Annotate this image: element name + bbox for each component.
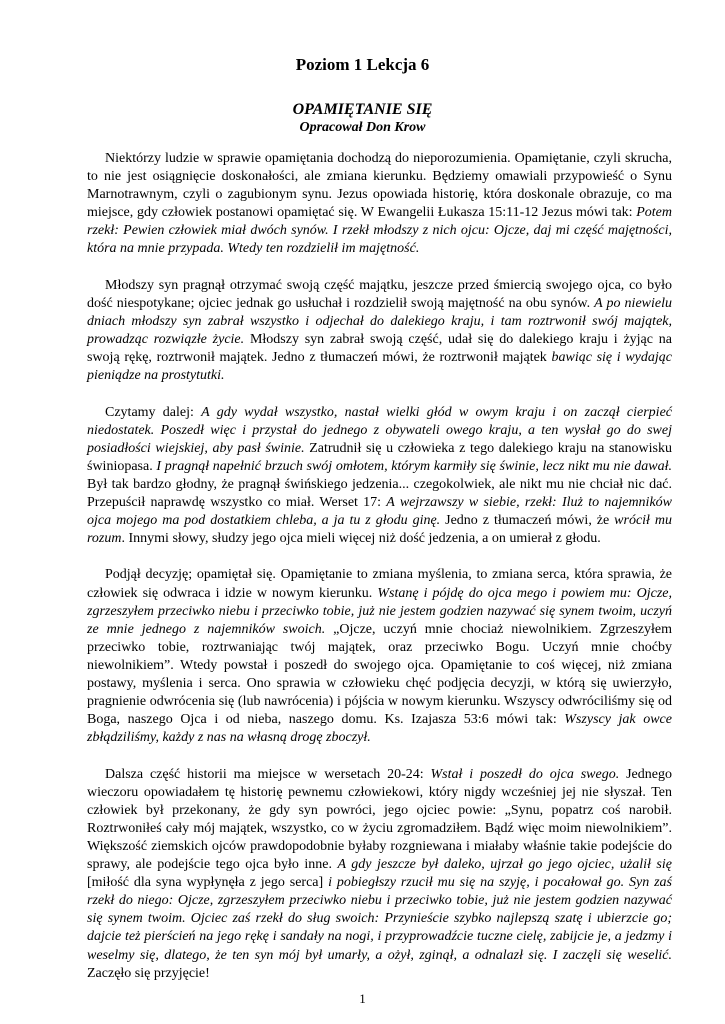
- text-run: Zatrudnił się u człowieka z tego dalekiego kraju na stanowisku świniopasa.: [87, 440, 672, 474]
- text-run: [miłość dla syna wypłynęła z jego serca]: [87, 875, 329, 891]
- text-run: Dalsza część historii ma miejsce w wersetach 20-24:: [105, 766, 431, 782]
- italic-quote: A wejrzawszy w siebie, rzekł: Iluż to najemników ojca mojego ma pod dostatkiem chleba, a ja tu z głodu ginę.: [87, 494, 672, 529]
- italic-quote: Wstanę i pójdę do ojca mego i powiem mu: Ojcze, zgrzeszyłem przeciwko niebu i przeciwko tobie, już nie jestem godzien nazywać się synem twoim, uczyń ze mnie jednego z najemników swoich.: [87, 585, 672, 637]
- document-body: [87, 150, 672, 983]
- text-run: Jedno z tłumaczeń mówi, że: [440, 513, 615, 529]
- paragraph: [87, 150, 672, 259]
- page-number: 1: [359, 991, 366, 1006]
- italic-quote: Wstał i poszedł do ojca swego.: [430, 766, 620, 782]
- italic-quote: A gdy wydał wszystko, nastał wielki głód w owym kraju i on zaczął cierpieć niedostatek. Poszedł więc i przystał do jednego z obywateli owego kraju, a ten wysłał go do swej posiadłości wiejskiej, aby pasł świnie.: [87, 404, 672, 456]
- text-run: Podjął decyzję; opamiętał się. Opamiętanie to zmiana myślenia, to zmiana serca, która sprawia, że człowiek się odwraca i idzie w nowym kierunku.: [87, 567, 672, 601]
- text-run: „Ojcze, uczyń mnie chociaż niewolnikiem. Zgrzeszyłem przeciwko tobie, roztrwaniając twój majątek, oraz przeciwko Bogu. Uczyń mnie choćby niewolnikiem”. Wtedy powstał i poszedł do swojego ojca. Opamiętanie to coś więcej, niż zmiana postawy, myślenia i serca. Ono sprawia w człowieku chęć podjęcia decyzji, w którą się uwierzyło, pragnienie odwrócenia się (lub nawrócenia) i pójścia w nowym kierunku. Wszyscy odwróciliśmy się od Boga, naszego Ojca i od nieba, naszego domu. Ks. Izajasza 53:6 mówi tak:: [87, 621, 672, 728]
- text-run: . Innymi słowy, słudzy jego ojca mieli więcej niż dość jedzenia, a on umierał z głodu.: [121, 531, 601, 547]
- paragraph: [87, 404, 672, 549]
- paragraph: [87, 766, 672, 983]
- italic-quote: wrócił mu rozum: [87, 513, 673, 547]
- italic-quote: Wszyscy jak owce zbłądziliśmy, każdy z nas na własną drogę zboczył.: [87, 712, 672, 746]
- text-run: Był tak bardzo głodny, że pragnął świńskiego jedzenia... czegokolwiek, ale nikt mu nie chciał nic dać. Przepuścił naprawdę wszystko co miał. Werset 17:: [87, 476, 672, 510]
- text-run: Niektórzy ludzie w sprawie opamiętania dochodzą do nieporozumienia. Opamiętanie, czyli skrucha, to nie jest osiągnięcie doskonałości, ale zmiana kierunku. Będziemy omawiali przypowieść o Synu Marnotrawnym, czyli o zagubionym synu. Jezus opowiada historię, która doskonale obrazuje, co ma miejsce, gdy człowiek postanowi opamiętać się. W Ewangelii Łukasza 15:11-12 Jezus mówi tak:: [87, 151, 672, 221]
- italic-quote: Potem rzekł: Pewien człowiek miał dwóch synów. I rzekł młodszy z nich ojcu: Ojcze, daj mi część majętności, która na mnie przypada. Wtedy ten rozdzielił im majętność.: [87, 205, 672, 257]
- text-run: Czytamy dalej:: [105, 404, 202, 420]
- italic-quote: i pobiegłszy rzucił mu się na szyję, i pocałował go. Syn zaś rzekł do niego: Ojcze, zgrzeszyłem przeciwko niebu i przeciwko tobie, już nie jestem godzien nazywać się synem twoim. Ojciec zaś rzekł do sług swoich: Przynieście szybko najlepszą szatę i ubierzcie go; dajcie też pierścień na jego rękę i sandały na nogi, i przyprowadźcie tuczne cielę, zabijcie je, a jedzmy i weselmy się, dlatego, że ten syn mój był umarły, a ożył, zginął, a odnalazł się. I zaczęli się weselić.: [87, 875, 673, 963]
- paragraph: [87, 566, 672, 747]
- text-run: Zaczęło się przyjęcie!: [87, 965, 210, 981]
- document-author: Opracował Don Krow: [299, 120, 426, 135]
- lesson-level-heading: Poziom 1 Lekcja 6: [295, 55, 430, 74]
- text-run: Młodszy syn pragnął otrzymać swoją część majątku, jeszcze przed śmiercią swojego ojca, co było dość niespotykane; ojciec jednak go usłuchał i rozdzielił swoją majętność na obu synów.: [87, 277, 672, 311]
- paragraph: [87, 277, 672, 386]
- text-run: Jednego wieczoru opowiadałem tę historię pewnemu człowiekowi, który nigdy wcześniej jej nie słyszał. Ten człowiek był przekonany, że gdy syn powróci, jego ojciec powie: „Synu, popatrz coś narobił. Roztrwoniłeś cały mój majątek, wszystko, co w życiu zgromadziłem. Bądź więc moim niewolnikiem”. Większość ziemskich ojców prawdopodobnie byłaby rozgniewana i miałaby właśnie takie podejście do sprawy, ale podejście tego ojca było inne.: [87, 766, 672, 873]
- italic-quote: bawiąc się i wydając pieniądze na prostytutki.: [87, 350, 672, 384]
- document-title: OPAMIĘTANIE SIĘ: [292, 101, 433, 118]
- italic-quote: A gdy jeszcze był daleko, ujrzał go jego ojciec, użalił się: [337, 857, 672, 873]
- italic-quote: A po niewielu dniach młodszy syn zabrał wszystko i odjechał do dalekiego kraju, i tam roztrwonił swój majątek, prowadząc rozwiązłe życie.: [87, 295, 672, 348]
- text-run: Młodszy syn zabrał swoją część, udał się do dalekiego kraju i żyjąc na swoją rękę, roztrwonił majątek. Jedno z tłumaczeń mówi, że roztrwonił majątek: [87, 332, 672, 366]
- italic-quote: I pragnął napełnić brzuch swój omłotem, którym karmiły się świnie, lecz nikt mu nie dawał.: [156, 458, 672, 474]
